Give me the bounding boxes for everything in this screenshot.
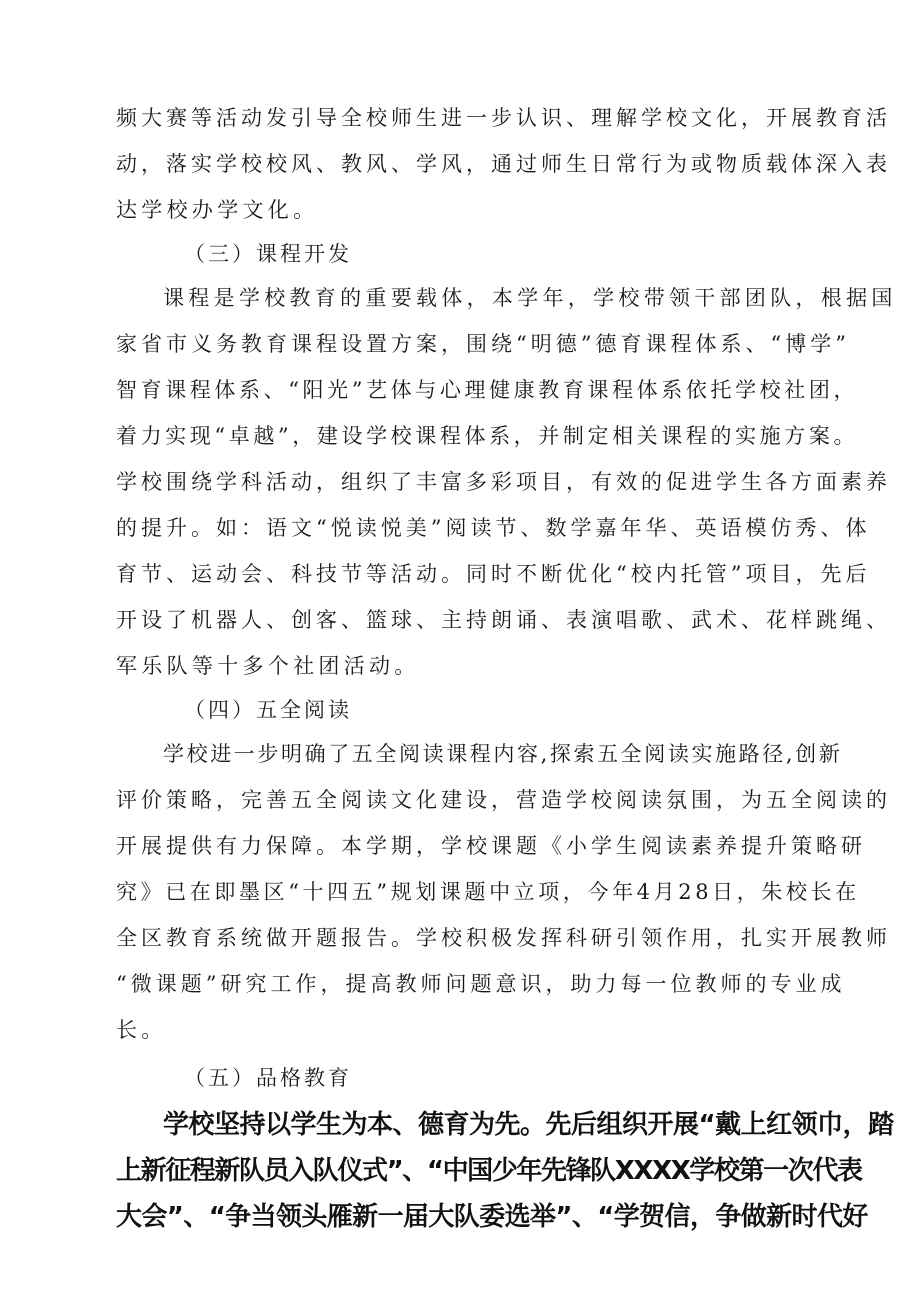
paragraph-line: 究》已在即墨区“十四五”规划课题中立项，今年4月28日，朱校长在 (116, 880, 860, 904)
paragraph-line: 着力实现“卓越”，建设学校课程体系，并制定相关课程的实施方案。 (116, 424, 859, 448)
paragraph-line: 学校围绕学科活动，组织了丰富多彩项目，有效的促进学生各方面素养 (116, 470, 891, 494)
paragraph-line: 大会”、“争当领头雁新一届大队委选举”、“学贺信，争做新时代好 (116, 1202, 868, 1232)
paragraph-line: 上新征程新队员入队仪式”、“中国少年先锋队XXXX学校第一次代表 (116, 1156, 862, 1186)
section-heading-4: （四）五全阅读 (184, 698, 352, 722)
paragraph-line: 学校进一步明确了五全阅读课程内容,探索五全阅读实施路径,创新 (163, 742, 843, 766)
paragraph-line: 动，落实学校校风、教风、学风，通过师生日常行为或物质载体深入表 (116, 152, 891, 176)
paragraph-line: 开展提供有力保障。本学期，学校课题《小学生阅读素养提升策略研 (116, 834, 866, 858)
paragraph-line: 全区教育系统做开题报告。学校积极发挥科研引领作用，扎实开展教师 (116, 926, 891, 950)
paragraph-line: 智育课程体系、“阳光”艺体与心理健康教育课程体系依托学校社团， (116, 378, 859, 402)
paragraph-line: 达学校办学文化。 (116, 198, 319, 222)
paragraph-line: 育节、运动会、科技节等活动。同时不断优化“校内托管”项目，先后 (116, 562, 871, 586)
paragraph-line: 学校坚持以学生为本、德育为先。先后组织开展“戴上红领巾，踏 (163, 1110, 894, 1140)
section-heading-5: （五）品格教育 (184, 1066, 352, 1090)
paragraph-line: 课程是学校教育的重要载体，本学年，学校带领干部团队，根据国 (163, 286, 897, 310)
section-heading-3: （三）课程开发 (184, 242, 352, 266)
paragraph-line: 长。 (116, 1018, 167, 1042)
paragraph-line: 的提升。如：语文“悦读悦美”阅读节、数学嘉年华、英语模仿秀、体 (116, 516, 871, 540)
paragraph-line: 频大赛等活动发引导全校师生进一步认识、理解学校文化，开展教育活 (116, 106, 891, 130)
paragraph-line: 开设了机器人、创客、篮球、主持朗诵、表演唱歌、武术、花样跳绳、 (116, 608, 891, 632)
paragraph-line: “微课题”研究工作，提高教师问题意识，助力每一位教师的专业成 (116, 972, 846, 996)
paragraph-line: 军乐队等十多个社团活动。 (116, 654, 420, 678)
paragraph-line: 家省市义务教育课程设置方案，围绕“明德”德育课程体系、“博学” (116, 332, 850, 356)
paragraph-line: 评价策略，完善五全阅读文化建设，营造学校阅读氛围，为五全阅读的 (116, 788, 891, 812)
